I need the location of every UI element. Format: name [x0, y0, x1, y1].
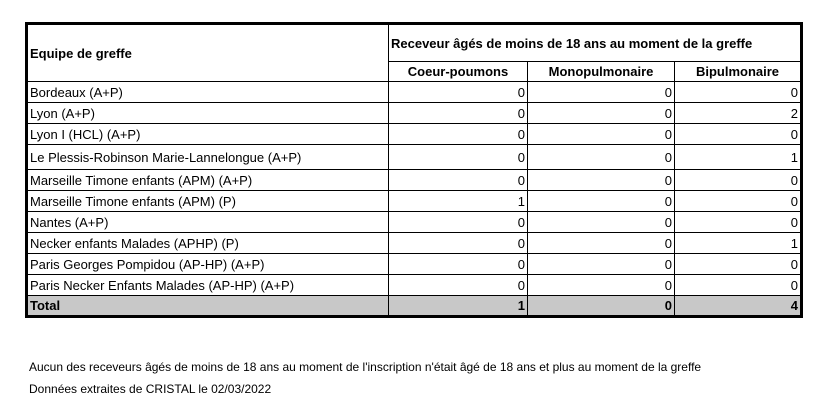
value-monopulmonaire: 0	[528, 145, 675, 170]
team-name: Bordeaux (A+P)	[27, 82, 389, 103]
table-row	[27, 254, 802, 275]
value-monopulmonaire: 0	[528, 82, 675, 103]
team-name: Lyon I (HCL) (A+P)	[27, 124, 389, 145]
total-row	[27, 296, 802, 317]
team-column-header: Equipe de greffe	[27, 24, 389, 82]
value-monopulmonaire: 0	[528, 124, 675, 145]
column-header-bipulmonaire: Bipulmonaire	[675, 62, 802, 82]
value-monopulmonaire: 0	[528, 170, 675, 191]
column-header-coeur-poumons: Coeur-poumons	[389, 62, 528, 82]
footnote-source: Données extraites de CRISTAL le 02/03/2022	[29, 382, 272, 396]
team-name: Necker enfants Malades (APHP) (P)	[27, 233, 389, 254]
value-coeur-poumons: 0	[389, 124, 528, 145]
value-coeur-poumons: 0	[389, 275, 528, 296]
team-name: Lyon (A+P)	[27, 103, 389, 124]
total-monopulmonaire: 0	[528, 296, 675, 317]
value-bipulmonaire: 0	[675, 124, 802, 145]
value-monopulmonaire: 0	[528, 254, 675, 275]
team-name: Paris Necker Enfants Malades (AP-HP) (A+P)	[27, 275, 389, 296]
table-row	[27, 233, 802, 254]
table-row	[27, 191, 802, 212]
table-row	[27, 170, 802, 191]
total-coeur-poumons: 1	[389, 296, 528, 317]
table-row	[27, 124, 802, 145]
value-coeur-poumons: 0	[389, 254, 528, 275]
value-bipulmonaire: 0	[675, 170, 802, 191]
value-coeur-poumons: 0	[389, 212, 528, 233]
table-row	[27, 103, 802, 124]
table-row	[27, 145, 802, 170]
value-coeur-poumons: 0	[389, 233, 528, 254]
value-coeur-poumons: 0	[389, 170, 528, 191]
value-monopulmonaire: 0	[528, 212, 675, 233]
value-bipulmonaire: 0	[675, 254, 802, 275]
value-coeur-poumons: 0	[389, 103, 528, 124]
table-row	[27, 212, 802, 233]
team-name: Marseille Timone enfants (APM) (A+P)	[27, 170, 389, 191]
total-bipulmonaire: 4	[675, 296, 802, 317]
team-name: Paris Georges Pompidou (AP-HP) (A+P)	[27, 254, 389, 275]
value-bipulmonaire: 1	[675, 145, 802, 170]
value-coeur-poumons: 1	[389, 191, 528, 212]
value-monopulmonaire: 0	[528, 103, 675, 124]
value-monopulmonaire: 0	[528, 233, 675, 254]
value-coeur-poumons: 0	[389, 145, 528, 170]
team-name: Marseille Timone enfants (APM) (P)	[27, 191, 389, 212]
value-bipulmonaire: 0	[675, 275, 802, 296]
total-label: Total	[27, 296, 389, 317]
transplant-table	[25, 22, 803, 318]
value-monopulmonaire: 0	[528, 275, 675, 296]
value-coeur-poumons: 0	[389, 82, 528, 103]
group-header: Receveur âgés de moins de 18 ans au moment de la greffe	[389, 24, 802, 62]
team-name: Nantes (A+P)	[27, 212, 389, 233]
footnote-age: Aucun des receveurs âgés de moins de 18 ans au moment de l'inscription n'était âgé de 18 ans et plus au moment de la greffe	[29, 360, 702, 374]
value-bipulmonaire: 0	[675, 212, 802, 233]
table-row	[27, 275, 802, 296]
column-header-monopulmonaire: Monopulmonaire	[528, 62, 675, 82]
team-name: Le Plessis-Robinson Marie-Lannelongue (A+P)	[27, 145, 389, 170]
table-row	[27, 82, 802, 103]
value-bipulmonaire: 1	[675, 233, 802, 254]
value-bipulmonaire: 0	[675, 82, 802, 103]
value-bipulmonaire: 0	[675, 191, 802, 212]
value-monopulmonaire: 0	[528, 191, 675, 212]
value-bipulmonaire: 2	[675, 103, 802, 124]
footnotes	[29, 356, 701, 400]
